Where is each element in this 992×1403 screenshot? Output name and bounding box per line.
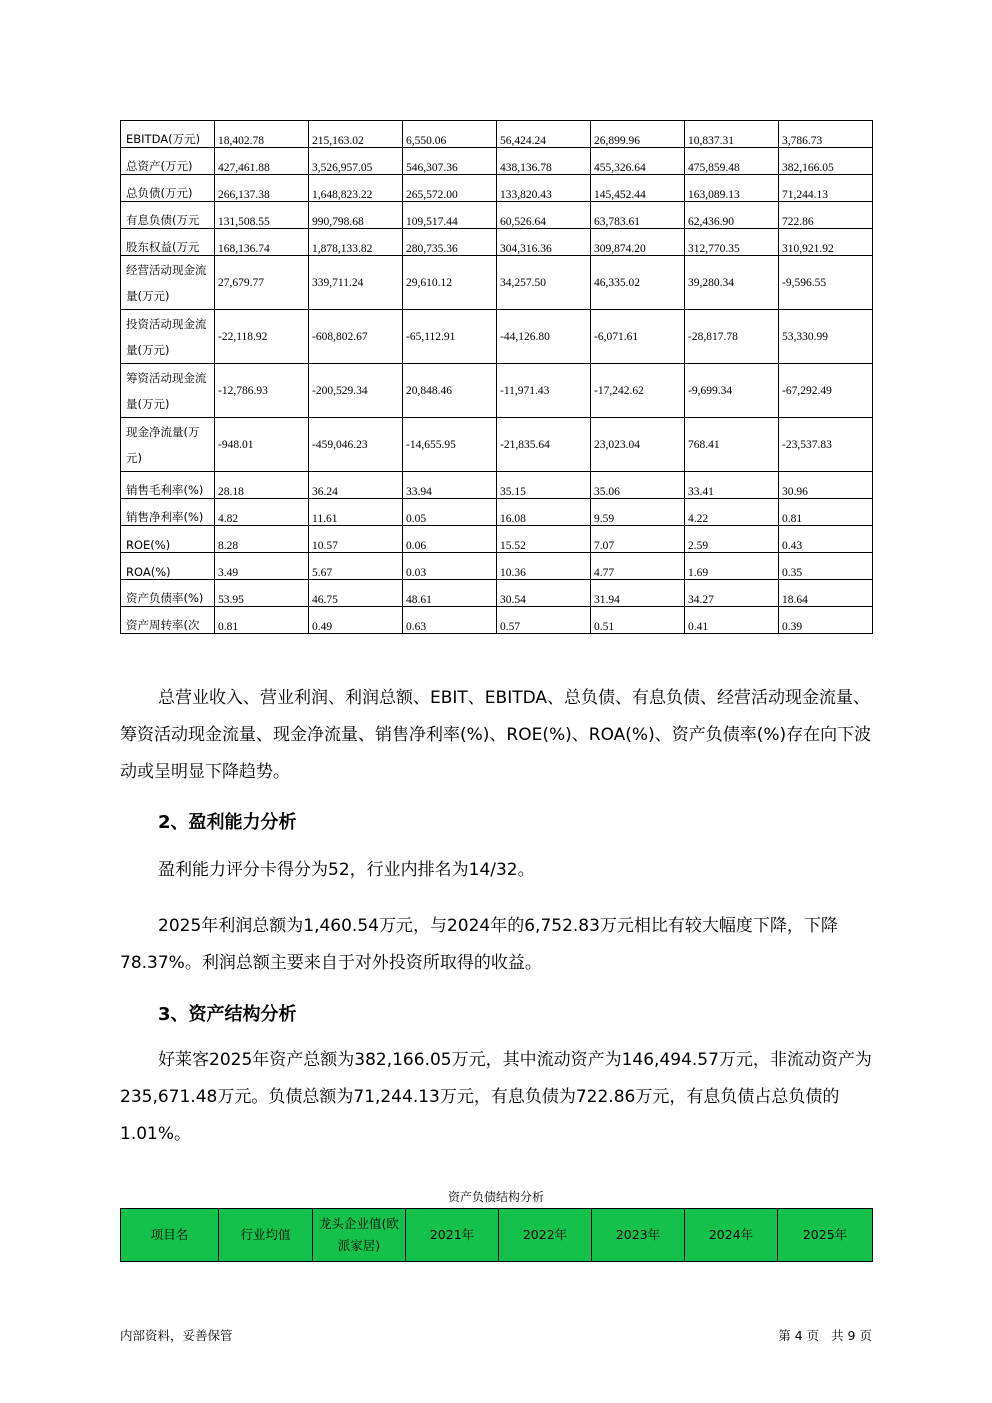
- table-cell: -948.01: [215, 418, 309, 472]
- table-cell: 39,280.34: [685, 256, 779, 310]
- profit-detail-paragraph: [120, 908, 872, 982]
- table-cell: 0.81: [779, 499, 873, 526]
- structure-table-caption: 资产负债结构分析: [447, 1190, 544, 1204]
- table-cell: 10,837.31: [685, 121, 779, 148]
- table-cell: 16.08: [497, 499, 591, 526]
- row-label: 投资活动现金流量(万元): [121, 310, 215, 364]
- profitability-score-text: 盈利能力评分卡得分为52，行业内排名为14/32。: [158, 860, 535, 880]
- table-cell: 280,735.36: [403, 229, 497, 256]
- table-cell: 28.18: [215, 472, 309, 499]
- table-cell: -12,786.93: [215, 364, 309, 418]
- table-row: [121, 580, 873, 607]
- table-cell: 0.57: [497, 607, 591, 634]
- header-industry-average: 行业均值: [219, 1209, 313, 1262]
- table-cell: 35.15: [497, 472, 591, 499]
- table-cell: 46,335.02: [591, 256, 685, 310]
- row-label: ROE(%): [121, 526, 215, 553]
- table-cell: 18.64: [779, 580, 873, 607]
- table-cell: 53.95: [215, 580, 309, 607]
- table-cell: 33.41: [685, 472, 779, 499]
- table-cell: 309,874.20: [591, 229, 685, 256]
- table-cell: -22,118.92: [215, 310, 309, 364]
- table-cell: 56,424.24: [497, 121, 591, 148]
- table-cell: -67,292.49: [779, 364, 873, 418]
- table-cell: 382,166.05: [779, 148, 873, 175]
- table-cell: 60,526.64: [497, 202, 591, 229]
- row-label: EBITDA(万元): [121, 121, 215, 148]
- table-row: [121, 256, 873, 310]
- table-cell: 46.75: [309, 580, 403, 607]
- table-cell: 4.82: [215, 499, 309, 526]
- table-cell: -200,529.34: [309, 364, 403, 418]
- table-cell: 48.61: [403, 580, 497, 607]
- table-cell: 310,921.92: [779, 229, 873, 256]
- table-cell: 15.52: [497, 526, 591, 553]
- table-cell: 63,783.61: [591, 202, 685, 229]
- table-cell: 26,899.96: [591, 121, 685, 148]
- trend-text: 总营业收入、营业利润、利润总额、EBIT、EBITDA、总负债、有息负债、经营活动现金流量、筹资活动现金流量、现金净流量、销售净利率(%)、ROE(%)、ROA(%)、资产负债率(%)存在向下波动或呈明显下降趋势。: [120, 688, 872, 782]
- asset-structure-paragraph: [120, 1042, 872, 1153]
- table-row: [121, 148, 873, 175]
- table-row: [121, 526, 873, 553]
- table-cell: -65,112.91: [403, 310, 497, 364]
- table-cell: 2.59: [685, 526, 779, 553]
- table-cell: -459,046.23: [309, 418, 403, 472]
- table-cell: 438,136.78: [497, 148, 591, 175]
- table-cell: 35.06: [591, 472, 685, 499]
- table-row: [121, 121, 873, 148]
- table-cell: -17,242.62: [591, 364, 685, 418]
- row-label: 资产周转率(次: [121, 607, 215, 634]
- table-cell: 3,786.73: [779, 121, 873, 148]
- table-cell: -9,596.55: [779, 256, 873, 310]
- table-cell: 71,244.13: [779, 175, 873, 202]
- table-cell: 0.41: [685, 607, 779, 634]
- footer-page-number: 第 4 页 共 9 页: [778, 1328, 872, 1343]
- table-cell: 3,526,957.05: [309, 148, 403, 175]
- table-cell: 0.39: [779, 607, 873, 634]
- financial-metrics-table: [120, 120, 873, 634]
- table-cell: -6,071.61: [591, 310, 685, 364]
- table-row: [121, 202, 873, 229]
- table-cell: 722.86: [779, 202, 873, 229]
- row-label: 股东权益(万元: [121, 229, 215, 256]
- header-year-2022: 2022年: [499, 1209, 592, 1262]
- trend-paragraph: [120, 680, 872, 791]
- table-cell: 1.69: [685, 553, 779, 580]
- header-year-2025: 2025年: [778, 1209, 873, 1262]
- structure-table-header-row: [121, 1209, 873, 1262]
- table-cell: 27,679.77: [215, 256, 309, 310]
- table-cell: 339,711.24: [309, 256, 403, 310]
- header-year-2021: 2021年: [406, 1209, 499, 1262]
- table-cell: 7.07: [591, 526, 685, 553]
- table-cell: 1,878,133.82: [309, 229, 403, 256]
- footer-confidential-note: 内部资料，妥善保管: [120, 1328, 233, 1343]
- profitability-score-paragraph: [120, 852, 872, 889]
- profit-detail-text: 2025年利润总额为1,460.54万元，与2024年的6,752.83万元相比有较大幅度下降，下降78.37%。利润总额主要来自于对外投资所取得的收益。: [120, 916, 838, 973]
- table-cell: 168,136.74: [215, 229, 309, 256]
- table-cell: 475,859.48: [685, 148, 779, 175]
- table-cell: 1,648,823.22: [309, 175, 403, 202]
- table-cell: 31.94: [591, 580, 685, 607]
- table-cell: 0.35: [779, 553, 873, 580]
- financial-table-body: [121, 121, 873, 634]
- table-cell: 33.94: [403, 472, 497, 499]
- table-cell: -608,802.67: [309, 310, 403, 364]
- asset-liability-structure-table: [120, 1208, 873, 1262]
- row-label: ROA(%): [121, 553, 215, 580]
- table-row: [121, 607, 873, 634]
- row-label: 总资产(万元): [121, 148, 215, 175]
- table-row: [121, 229, 873, 256]
- table-cell: 0.51: [591, 607, 685, 634]
- row-label: 经营活动现金流量(万元): [121, 256, 215, 310]
- table-cell: 0.43: [779, 526, 873, 553]
- row-label: 筹资活动现金流量(万元): [121, 364, 215, 418]
- table-cell: 34,257.50: [497, 256, 591, 310]
- table-cell: 53,330.99: [779, 310, 873, 364]
- table-cell: 215,163.02: [309, 121, 403, 148]
- header-item-name: 项目名: [121, 1209, 219, 1262]
- table-cell: 3.49: [215, 553, 309, 580]
- table-cell: -23,537.83: [779, 418, 873, 472]
- section-heading-profitability: 2、盈利能力分析: [158, 812, 297, 833]
- table-cell: 768.41: [685, 418, 779, 472]
- header-year-2023: 2023年: [592, 1209, 685, 1262]
- table-cell: 23,023.04: [591, 418, 685, 472]
- table-cell: 546,307.36: [403, 148, 497, 175]
- table-cell: 34.27: [685, 580, 779, 607]
- table-cell: -44,126.80: [497, 310, 591, 364]
- table-cell: 4.22: [685, 499, 779, 526]
- table-cell: 11.61: [309, 499, 403, 526]
- table-cell: 8.28: [215, 526, 309, 553]
- table-cell: 427,461.88: [215, 148, 309, 175]
- row-label: 总负债(万元): [121, 175, 215, 202]
- table-row: [121, 418, 873, 472]
- table-cell: 18,402.78: [215, 121, 309, 148]
- table-cell: 29,610.12: [403, 256, 497, 310]
- table-cell: 131,508.55: [215, 202, 309, 229]
- table-row: [121, 553, 873, 580]
- table-cell: 5.67: [309, 553, 403, 580]
- row-label: 资产负债率(%): [121, 580, 215, 607]
- table-cell: 133,820.43: [497, 175, 591, 202]
- table-cell: 30.54: [497, 580, 591, 607]
- table-cell: 10.57: [309, 526, 403, 553]
- table-cell: 109,517.44: [403, 202, 497, 229]
- table-cell: 0.63: [403, 607, 497, 634]
- row-label: 销售净利率(%): [121, 499, 215, 526]
- table-cell: -9,699.34: [685, 364, 779, 418]
- table-cell: 990,798.68: [309, 202, 403, 229]
- table-cell: 62,436.90: [685, 202, 779, 229]
- table-cell: -21,835.64: [497, 418, 591, 472]
- table-cell: 0.03: [403, 553, 497, 580]
- table-cell: 0.49: [309, 607, 403, 634]
- table-cell: 6,550.06: [403, 121, 497, 148]
- header-year-2024: 2024年: [685, 1209, 778, 1262]
- table-cell: 9.59: [591, 499, 685, 526]
- table-cell: 455,326.64: [591, 148, 685, 175]
- asset-structure-text: 好莱客2025年资产总额为382,166.05万元，其中流动资产为146,494.57万元，非流动资产为235,671.48万元。负债总额为71,244.13万元，有息负债为722.86万元，有息负债占总负债的1.01%。: [120, 1050, 872, 1144]
- table-row: [121, 472, 873, 499]
- row-label: 销售毛利率(%): [121, 472, 215, 499]
- table-cell: 0.06: [403, 526, 497, 553]
- table-cell: 163,089.13: [685, 175, 779, 202]
- table-cell: 266,137.38: [215, 175, 309, 202]
- table-cell: 145,452.44: [591, 175, 685, 202]
- table-cell: 0.05: [403, 499, 497, 526]
- table-cell: -28,817.78: [685, 310, 779, 364]
- row-label: 有息负债(万元: [121, 202, 215, 229]
- table-cell: 304,316.36: [497, 229, 591, 256]
- table-cell: 30.96: [779, 472, 873, 499]
- table-cell: -11,971.43: [497, 364, 591, 418]
- table-cell: 10.36: [497, 553, 591, 580]
- table-cell: 36.24: [309, 472, 403, 499]
- table-cell: 265,572.00: [403, 175, 497, 202]
- table-row: [121, 499, 873, 526]
- table-cell: 0.81: [215, 607, 309, 634]
- table-row: [121, 175, 873, 202]
- header-leader-value: 龙头企业值(欧派家居): [313, 1209, 406, 1262]
- table-cell: 4.77: [591, 553, 685, 580]
- table-cell: -14,655.95: [403, 418, 497, 472]
- section-heading-asset-structure: 3、资产结构分析: [158, 1004, 297, 1025]
- table-row: [121, 310, 873, 364]
- table-row: [121, 364, 873, 418]
- row-label: 现金净流量(万元): [121, 418, 215, 472]
- table-cell: 312,770.35: [685, 229, 779, 256]
- table-cell: 20,848.46: [403, 364, 497, 418]
